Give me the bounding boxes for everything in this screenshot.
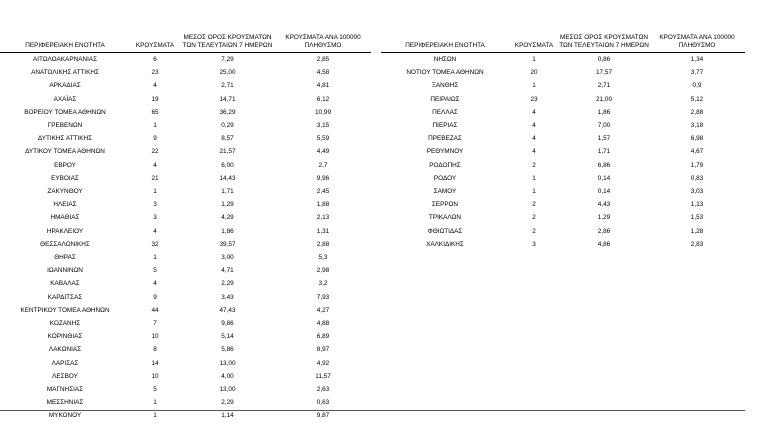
table-row: [0, 409, 371, 422]
bottom-rule: [0, 410, 745, 411]
table-row: [0, 304, 371, 317]
avg-cell: 6,00: [221, 161, 234, 169]
table-row: [0, 211, 371, 224]
rate-cell: 3,77: [690, 69, 704, 77]
rate-cell: 0,83: [690, 174, 704, 182]
rate-cell: 1,28: [690, 227, 704, 235]
cases-cell: 44: [151, 306, 159, 314]
table-row: [381, 185, 745, 198]
rate-cell: 4,81: [316, 82, 330, 90]
region-cell: ΗΜΑΘΙΑΣ: [50, 214, 80, 222]
table-row: [0, 93, 371, 106]
region-cell: ΑΡΚΑΔΙΑΣ: [49, 82, 81, 90]
header-cases-per-100000: ΚΡΟΥΣΜΑΤΑ ΑΝΑ 100000 ΠΛΗΘΥΣΜΟ: [649, 26, 745, 53]
rate-cell: 2,98: [316, 267, 330, 275]
cases-cell: 6: [153, 56, 157, 63]
table-row: [0, 383, 371, 396]
table-row: [0, 53, 371, 67]
right-table-body: [381, 53, 745, 252]
avg-cell: 14,71: [219, 95, 236, 103]
rate-cell: 0,9: [692, 82, 702, 90]
rate-cell: 1,79: [690, 161, 704, 169]
table-row: [381, 79, 745, 92]
cases-cell: 1: [153, 254, 157, 262]
cases-cell: 1: [532, 174, 536, 182]
rate-cell: 3,03: [690, 188, 704, 196]
table-row: [381, 225, 745, 238]
header-region: ΠΕΡΙΦΕΡΕΙΑΚΗ ΕΝΟΤΗΤΑ: [0, 26, 130, 53]
region-cell: ΚΟΖΑΝΗΣ: [49, 320, 81, 328]
table-row: [381, 145, 745, 158]
rate-cell: 2,83: [690, 240, 704, 248]
rate-cell: 9,96: [316, 174, 330, 182]
avg-cell: 2,29: [221, 399, 234, 407]
cases-cell: 2: [532, 161, 536, 169]
table-header-row: [0, 26, 371, 53]
region-cell: ΝΗΣΩΝ: [433, 56, 457, 63]
region-cell: ΚΑΒΑΛΑΣ: [50, 280, 80, 288]
rate-cell: 1,31: [316, 227, 330, 235]
table-row: [0, 370, 371, 383]
cases-cell: 1: [532, 82, 536, 90]
region-cell: ΜΕΣΣΗΝΙΑΣ: [46, 399, 84, 407]
rate-cell: 1,34: [690, 56, 704, 63]
avg-cell: 7,00: [597, 122, 611, 130]
region-cell: ΡΟΔΟΥ: [433, 174, 457, 182]
avg-cell: 36,29: [219, 108, 236, 116]
rate-cell: 2,88: [690, 108, 704, 116]
avg-cell: 0,14: [597, 188, 611, 196]
table-row: [0, 264, 371, 277]
cases-cell: 3: [153, 201, 157, 209]
avg-cell: 4,71: [221, 267, 234, 275]
cases-cell: 4: [532, 122, 536, 130]
region-cell: ΕΥΒΟΙΑΣ: [51, 174, 79, 182]
rate-cell: 10,99: [315, 108, 331, 116]
cases-cell: 4: [153, 82, 157, 90]
avg-cell: 1,29: [221, 201, 234, 209]
rate-cell: 6,12: [316, 95, 330, 103]
rate-cell: 3,18: [690, 122, 704, 130]
cases-cell: 32: [151, 240, 159, 248]
rate-cell: 2,63: [316, 386, 330, 394]
cases-cell: 23: [530, 95, 538, 103]
avg-cell: 21,00: [596, 95, 612, 103]
table-row: [0, 145, 371, 158]
table-row: [381, 53, 745, 67]
region-cell: ΝΟΤΙΟΥ ΤΟΜΕΑ ΑΘΗΝΩΝ: [406, 69, 484, 77]
region-cell: ΤΡΙΚΑΛΩΝ: [428, 214, 462, 222]
avg-cell: 4,00: [221, 372, 234, 380]
avg-cell: 0,86: [597, 56, 611, 63]
avg-cell: 2,29: [221, 280, 234, 288]
table-row: [381, 172, 745, 185]
avg-cell: 1,29: [597, 214, 611, 222]
cases-cell: 1: [153, 399, 157, 407]
cases-cell: 3: [532, 240, 536, 248]
avg-cell: 3,43: [221, 293, 234, 301]
cases-cell: 1: [532, 56, 536, 63]
rate-cell: 4,88: [316, 320, 330, 328]
rate-cell: 2,85: [316, 56, 330, 63]
avg-cell: 25,00: [219, 69, 236, 77]
cases-cell: 4: [532, 135, 536, 143]
region-cell: ΑΙΤΩΛΟΑΚΑΡΝΑΝΙΑΣ: [32, 56, 98, 63]
table-row: [381, 93, 745, 106]
table-row: [0, 119, 371, 132]
cases-cell: 8: [153, 346, 157, 354]
region-cell: ΛΑΚΩΝΙΑΣ: [48, 346, 82, 354]
rate-cell: 5,59: [316, 135, 330, 143]
region-cell: ΖΑΚΥΝΘΟΥ: [47, 188, 83, 196]
rate-cell: 5,12: [690, 95, 704, 103]
table-row: [0, 185, 371, 198]
header-cases-per-100000: ΚΡΟΥΣΜΑΤΑ ΑΝΑ 100000 ΠΛΗΘΥΣΜΟ: [275, 26, 371, 53]
avg-cell: 4,43: [597, 201, 611, 209]
region-cell: ΡΟΔΟΠΗΣ: [429, 161, 461, 169]
avg-cell: 8,57: [221, 135, 234, 143]
avg-cell: 1,71: [597, 148, 611, 156]
rate-cell: 2,88: [316, 240, 330, 248]
table-row: [381, 119, 745, 132]
avg-cell: 1,71: [221, 188, 234, 196]
left-cases-table: [0, 26, 371, 423]
avg-cell: 0,14: [597, 174, 611, 182]
rate-cell: 4,92: [316, 359, 330, 367]
avg-cell: 4,86: [597, 240, 611, 248]
table-row: [0, 79, 371, 92]
cases-cell: 22: [151, 148, 159, 156]
header-cases: ΚΡΟΥΣΜΑΤΑ: [130, 26, 180, 53]
table-row: [0, 238, 371, 251]
region-cell: ΗΡΑΚΛΕΙΟΥ: [46, 227, 84, 235]
table-row: [381, 211, 745, 224]
rate-cell: 3,2: [318, 280, 328, 288]
table-row: [0, 198, 371, 211]
rate-cell: 1,88: [316, 201, 330, 209]
cases-cell: 23: [151, 69, 159, 77]
cases-cell: 9: [153, 135, 157, 143]
rate-cell: 2,7: [318, 161, 328, 169]
left-table-body: [0, 53, 371, 423]
rate-cell: 8,97: [316, 346, 330, 354]
table-row: [0, 330, 371, 343]
region-cell: ΛΑΡΙΣΑΣ: [51, 359, 79, 367]
table-row: [381, 106, 745, 119]
table-header-row: [381, 26, 745, 53]
header-region: ΠΕΡΙΦΕΡΕΙΑΚΗ ΕΝΟΤΗΤΑ: [381, 26, 509, 53]
cases-cell: 20: [530, 69, 538, 77]
avg-cell: 39,57: [219, 240, 236, 248]
rate-cell: 9,87: [316, 412, 330, 420]
rate-cell: 11,57: [315, 372, 331, 380]
region-cell: ΚΑΡΔΙΤΣΑΣ: [47, 293, 83, 301]
avg-cell: 13,00: [219, 386, 236, 394]
table-row: [381, 198, 745, 211]
rate-cell: 4,67: [690, 148, 704, 156]
rate-cell: 6,89: [316, 333, 330, 341]
avg-cell: 6,86: [597, 161, 611, 169]
rate-cell: 0,63: [316, 399, 330, 407]
avg-cell: 1,86: [221, 227, 234, 235]
region-cell: ΓΡΕΒΕΝΩΝ: [47, 122, 83, 130]
cases-cell: 4: [153, 161, 157, 169]
region-cell: ΠΕΛΛΑΣ: [432, 108, 458, 116]
avg-cell: 0,29: [221, 122, 234, 130]
cases-cell: 1: [532, 188, 536, 196]
avg-cell: 13,00: [219, 359, 236, 367]
region-cell: ΣΑΜΟΥ: [433, 188, 457, 196]
table-row: [0, 317, 371, 330]
table-row: [0, 291, 371, 304]
cases-cell: 7: [153, 320, 157, 328]
table-row: [0, 106, 371, 119]
cases-cell: 4: [153, 280, 157, 288]
table-row: [0, 172, 371, 185]
region-cell: ΞΑΝΘΗΣ: [431, 82, 459, 90]
rate-cell: 4,49: [316, 148, 330, 156]
cases-cell: 4: [532, 148, 536, 156]
cases-cell: 10: [151, 372, 159, 380]
cases-cell: 1: [153, 188, 157, 196]
avg-cell: 1,14: [221, 412, 234, 420]
region-cell: ΠΕΙΡΑΙΩΣ: [430, 95, 460, 103]
cases-cell: 3: [153, 214, 157, 222]
region-cell: ΦΘΙΩΤΙΔΑΣ: [427, 227, 463, 235]
avg-cell: 47,43: [219, 306, 236, 314]
avg-cell: 17,57: [596, 69, 612, 77]
region-cell: ΡΕΘΥΜΝΟΥ: [426, 148, 464, 156]
rate-cell: 2,13: [316, 214, 330, 222]
avg-cell: 2,86: [597, 227, 611, 235]
cases-cell: 4: [153, 227, 157, 235]
cases-cell: 5: [153, 386, 157, 394]
region-cell: ΑΝΑΤΟΛΙΚΗΣ ΑΤΤΙΚΗΣ: [31, 69, 99, 77]
region-cell: ΠΡΕΒΕΖΑΣ: [428, 135, 462, 143]
region-cell: ΣΕΡΡΩΝ: [431, 201, 459, 209]
rate-cell: 4,58: [316, 69, 330, 77]
rate-cell: 1,13: [690, 201, 704, 209]
table-row: [0, 132, 371, 145]
header-cases: ΚΡΟΥΣΜΑΤΑ: [509, 26, 559, 53]
avg-cell: 14,43: [219, 174, 236, 182]
cases-cell: 10: [151, 333, 159, 341]
region-cell: ΚΟΡΙΝΘΙΑΣ: [47, 333, 83, 341]
table-row: [0, 66, 371, 79]
table-row: [381, 132, 745, 145]
avg-cell: 5,86: [221, 346, 234, 354]
region-cell: ΛΕΣΒΟΥ: [52, 372, 78, 380]
rate-cell: 4,27: [316, 306, 330, 314]
cases-cell: 65: [151, 108, 159, 116]
cases-cell: 2: [532, 214, 536, 222]
region-cell: ΧΑΛΚΙΔΙΚΗΣ: [426, 240, 464, 248]
cases-cell: 2: [532, 201, 536, 209]
region-cell: ΘΗΡΑΣ: [54, 254, 76, 262]
avg-cell: 4,29: [221, 214, 234, 222]
region-cell: ΑΧΑΪΑΣ: [53, 95, 77, 103]
avg-cell: 21,57: [219, 148, 236, 156]
cases-cell: 21: [151, 174, 159, 182]
table-row: [381, 238, 745, 251]
rate-cell: 2,45: [316, 188, 330, 196]
avg-cell: 9,86: [221, 320, 234, 328]
region-cell: ΔΥΤΙΚΗΣ ΑΤΤΙΚΗΣ: [37, 135, 93, 143]
table-row: [381, 66, 745, 79]
region-cell: ΙΩΑΝΝΙΝΩΝ: [47, 267, 83, 275]
avg-cell: 5,14: [221, 333, 234, 341]
region-cell: ΒΟΡΕΙΟΥ ΤΟΜΕΑ ΑΘΗΝΩΝ: [24, 108, 106, 116]
rate-cell: 1,53: [690, 214, 704, 222]
table-row: [0, 159, 371, 172]
header-avg-7-days: ΜΕΣΟΣ ΟΡΟΣ ΚΡΟΥΣΜΑΤΩΝ ΤΩΝ ΤΕΛΕΥΤΑΙΩΝ 7 ΗΜΕΡΩΝ: [559, 26, 649, 53]
region-cell: ΜΥΚΟΝΟΥ: [48, 412, 82, 420]
rate-cell: 7,93: [316, 293, 330, 301]
rate-cell: 3,15: [316, 122, 330, 130]
table-row: [0, 251, 371, 264]
region-cell: ΜΑΓΝΗΣΙΑΣ: [46, 386, 84, 394]
cases-cell: 14: [151, 359, 159, 367]
cases-cell: 1: [153, 412, 157, 420]
avg-cell: 1,57: [597, 135, 611, 143]
table-row: [381, 159, 745, 172]
cases-cell: 9: [153, 293, 157, 301]
avg-cell: 7,29: [221, 56, 234, 63]
table-row: [0, 357, 371, 370]
cases-cell: 5: [153, 267, 157, 275]
rate-cell: 6,98: [690, 135, 704, 143]
avg-cell: 1,86: [597, 108, 611, 116]
cases-cell: 1: [153, 122, 157, 130]
region-cell: ΠΙΕΡΙΑΣ: [432, 122, 458, 130]
table-row: [0, 225, 371, 238]
cases-cell: 19: [151, 95, 159, 103]
table-row: [0, 396, 371, 409]
cases-cell: 4: [532, 108, 536, 116]
rate-cell: 5,3: [318, 254, 328, 262]
header-avg-7-days: ΜΕΣΟΣ ΟΡΟΣ ΚΡΟΥΣΜΑΤΩΝ ΤΩΝ ΤΕΛΕΥΤΑΙΩΝ 7 ΗΜΕΡΩΝ: [180, 26, 275, 53]
region-cell: ΗΛΕΙΑΣ: [53, 201, 77, 209]
table-row: [0, 343, 371, 356]
region-cell: ΚΕΝΤΡΙΚΟΥ ΤΟΜΕΑ ΑΘΗΝΩΝ: [20, 306, 110, 314]
avg-cell: 2,71: [597, 82, 611, 90]
region-cell: ΘΕΣΣΑΛΟΝΙΚΗΣ: [40, 240, 90, 248]
cases-cell: 2: [532, 227, 536, 235]
avg-cell: 3,00: [221, 254, 234, 262]
right-cases-table: [381, 26, 745, 251]
region-cell: ΔΥΤΙΚΟΥ ΤΟΜΕΑ ΑΘΗΝΩΝ: [25, 148, 105, 156]
region-cell: ΕΒΡΟΥ: [54, 161, 76, 169]
avg-cell: 2,71: [221, 82, 234, 90]
table-row: [0, 277, 371, 290]
